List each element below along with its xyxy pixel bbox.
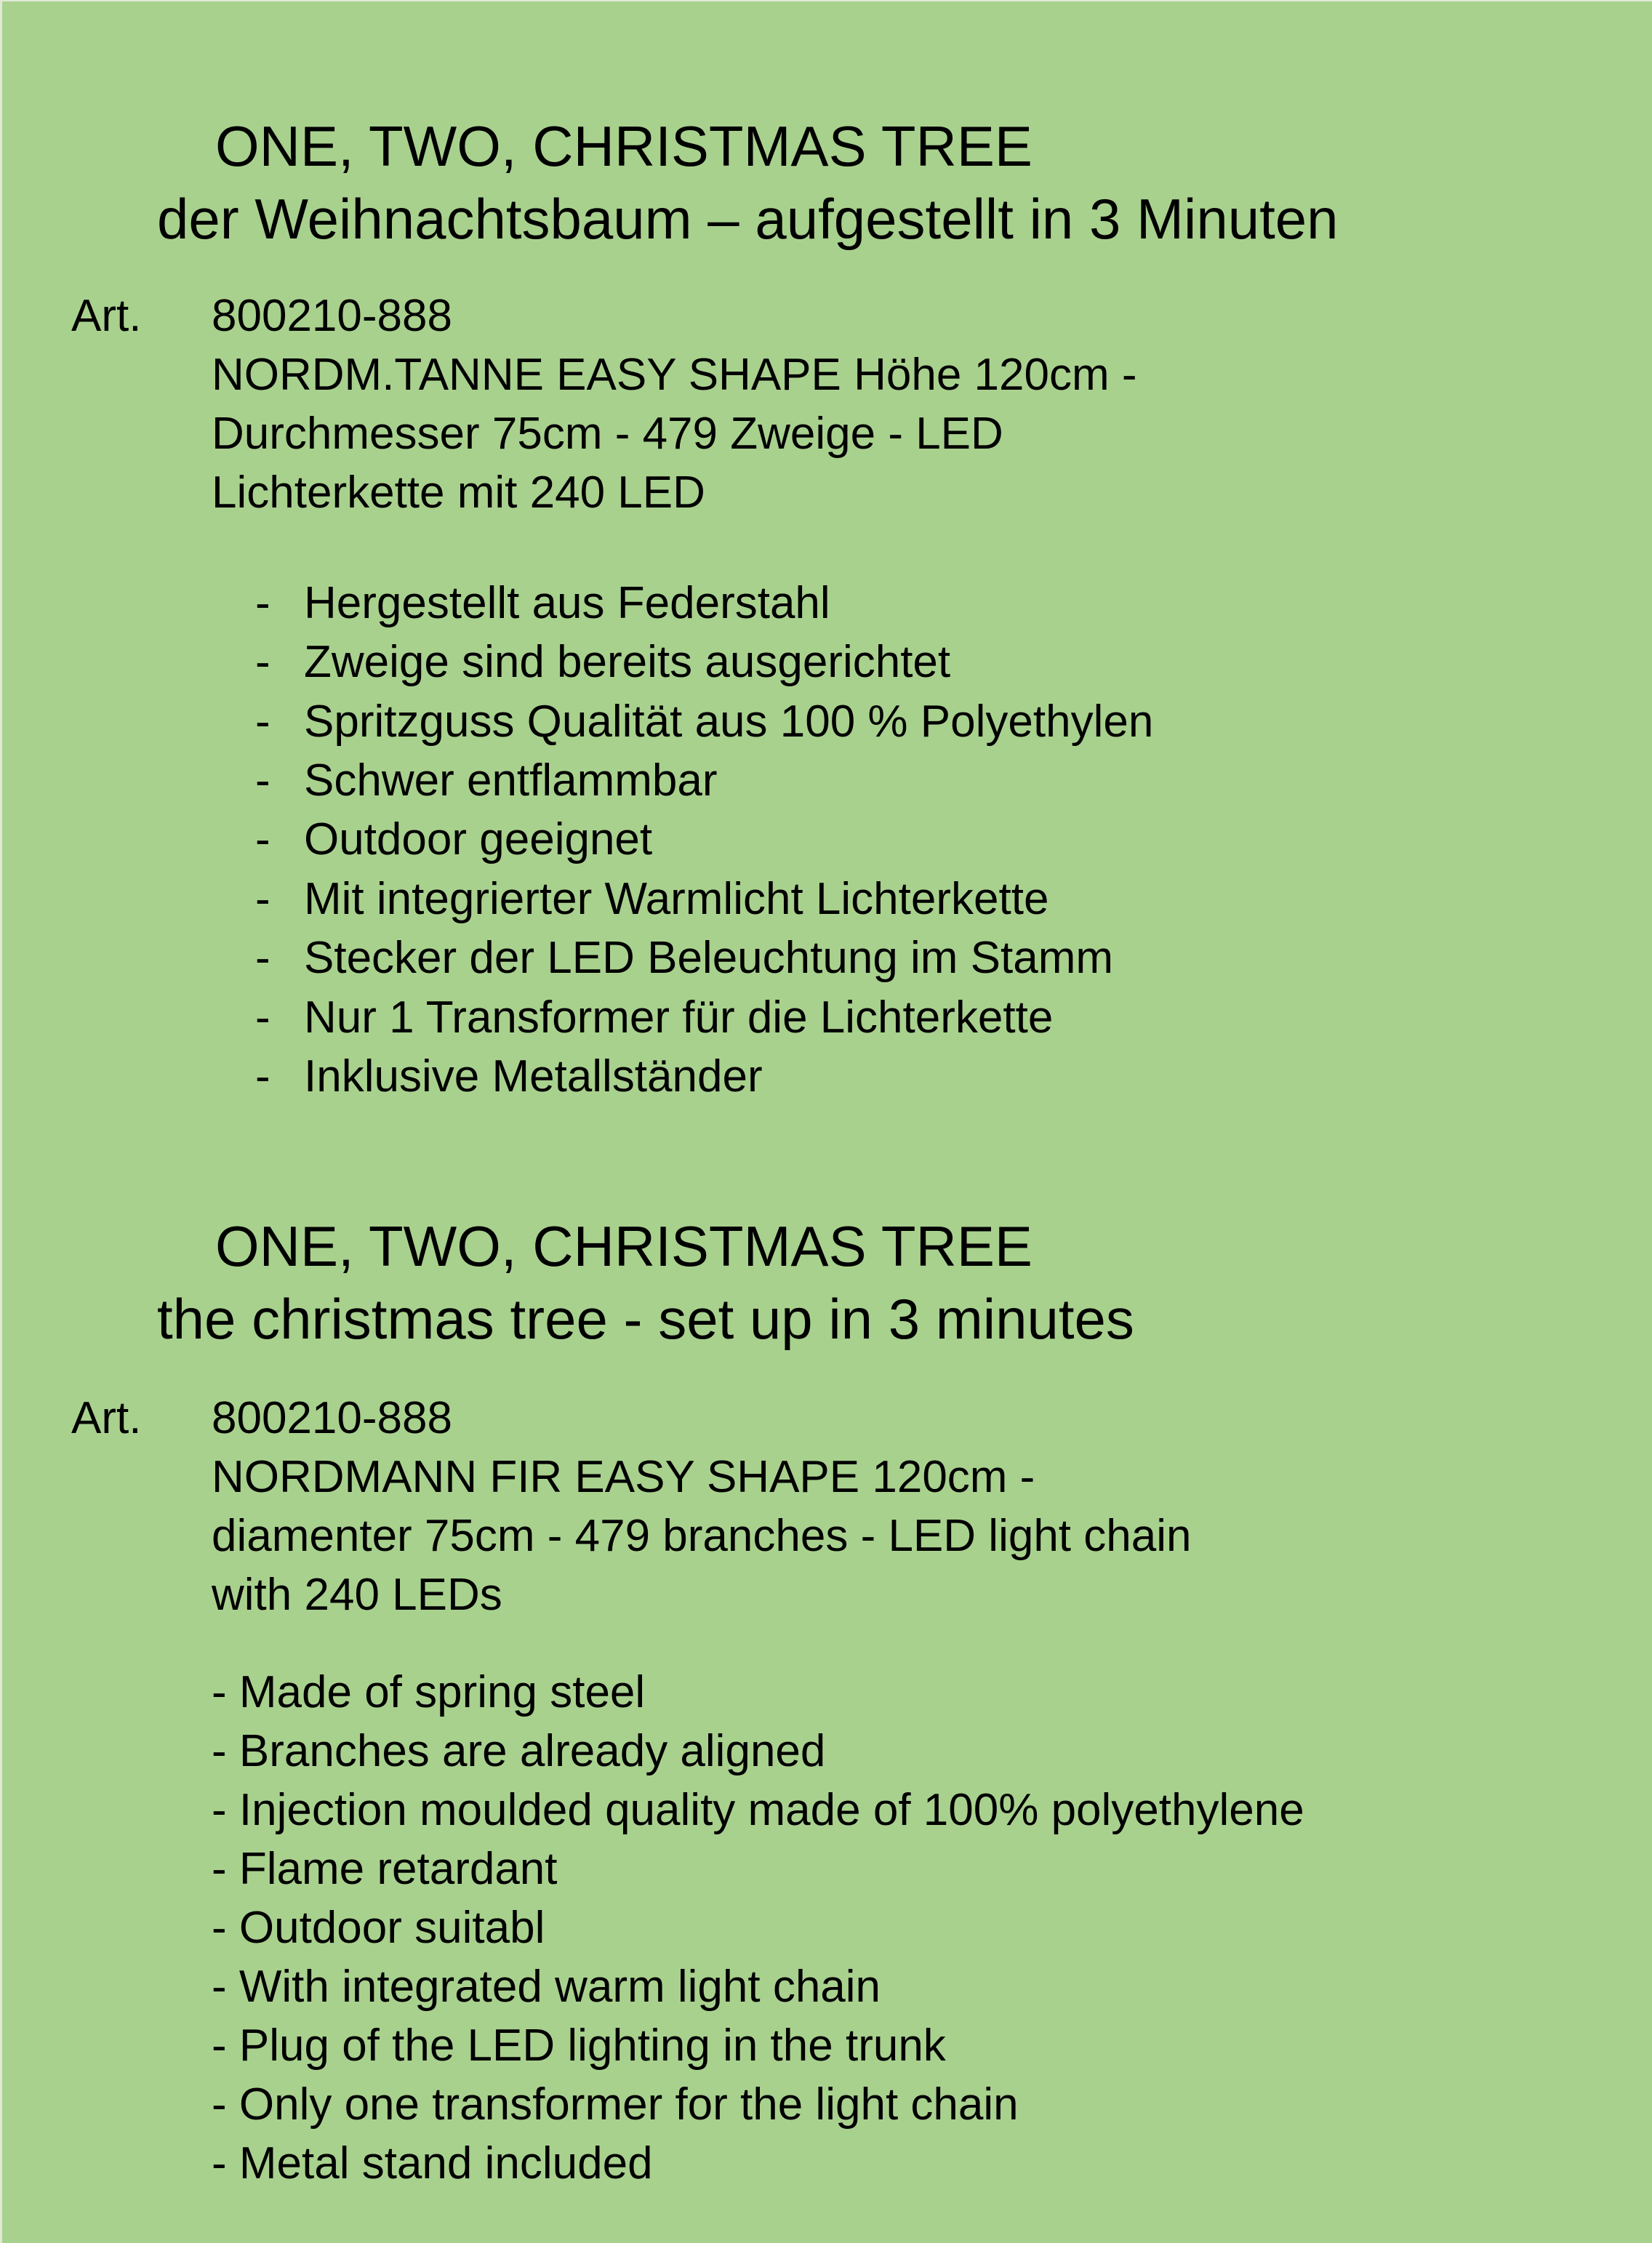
list-bullet: -: [255, 992, 270, 1043]
german-art-number: 800210-888: [212, 291, 452, 341]
german-feature-item: Mit integrierter Warmlicht Lichterkette: [304, 874, 1049, 924]
german-feature-item: Outdoor geeignet: [304, 814, 653, 864]
german-feature-item: Hergestellt aus Federstahl: [304, 578, 830, 628]
list-bullet: -: [255, 697, 270, 747]
list-bullet: -: [255, 755, 270, 806]
english-feature-item: - Only one transformer for the light chain: [212, 2079, 1019, 2130]
german-feature-item: Zweige sind bereits ausgerichtet: [304, 637, 951, 687]
english-title: ONE, TWO, CHRISTMAS TREE: [215, 1214, 1032, 1278]
list-bullet: -: [255, 1051, 270, 1102]
german-description-line: Lichterkette mit 240 LED: [212, 468, 705, 518]
english-feature-item: - Made of spring steel: [212, 1667, 646, 1717]
list-bullet: -: [255, 578, 270, 628]
german-title: ONE, TWO, CHRISTMAS TREE: [215, 114, 1032, 178]
german-feature-item: Inklusive Metallständer: [304, 1051, 763, 1102]
list-bullet: -: [255, 814, 270, 864]
list-bullet: -: [255, 637, 270, 687]
english-description-line: NORDMANN FIR EASY SHAPE 120cm -: [212, 1452, 1035, 1502]
english-feature-item: - Metal stand included: [212, 2138, 653, 2188]
english-subtitle: the christmas tree - set up in 3 minutes: [157, 1287, 1134, 1351]
german-feature-item: Schwer entflammbar: [304, 755, 718, 806]
english-feature-item: - Branches are already aligned: [212, 1726, 826, 1776]
list-bullet: -: [255, 933, 270, 983]
english-feature-item: - With integrated warm light chain: [212, 1962, 881, 2012]
german-description-line: NORDM.TANNE EASY SHAPE Höhe 120cm -: [212, 350, 1137, 400]
english-feature-item: - Flame retardant: [212, 1844, 558, 1894]
german-art-label: Art.: [71, 291, 142, 341]
english-description-line: with 240 LEDs: [212, 1570, 502, 1620]
german-feature-item: Nur 1 Transformer für die Lichterkette: [304, 992, 1054, 1043]
german-description-line: Durchmesser 75cm - 479 Zweige - LED: [212, 409, 1003, 459]
list-bullet: -: [255, 874, 270, 924]
german-feature-item: Stecker der LED Beleuchtung im Stamm: [304, 933, 1114, 983]
english-feature-item: - Plug of the LED lighting in the trunk: [212, 2021, 946, 2071]
english-art-label: Art.: [71, 1393, 142, 1443]
english-feature-item: - Injection moulded quality made of 100% polyethylene: [212, 1785, 1304, 1835]
english-description-line: diamenter 75cm - 479 branches - LED light chain: [212, 1511, 1192, 1561]
english-feature-item: - Outdoor suitabl: [212, 1903, 545, 1953]
german-subtitle: der Weihnachtsbaum – aufgestellt in 3 Minuten: [157, 187, 1339, 251]
german-feature-item: Spritzguss Qualität aus 100 % Polyethylen: [304, 697, 1154, 747]
english-art-number: 800210-888: [212, 1393, 452, 1443]
